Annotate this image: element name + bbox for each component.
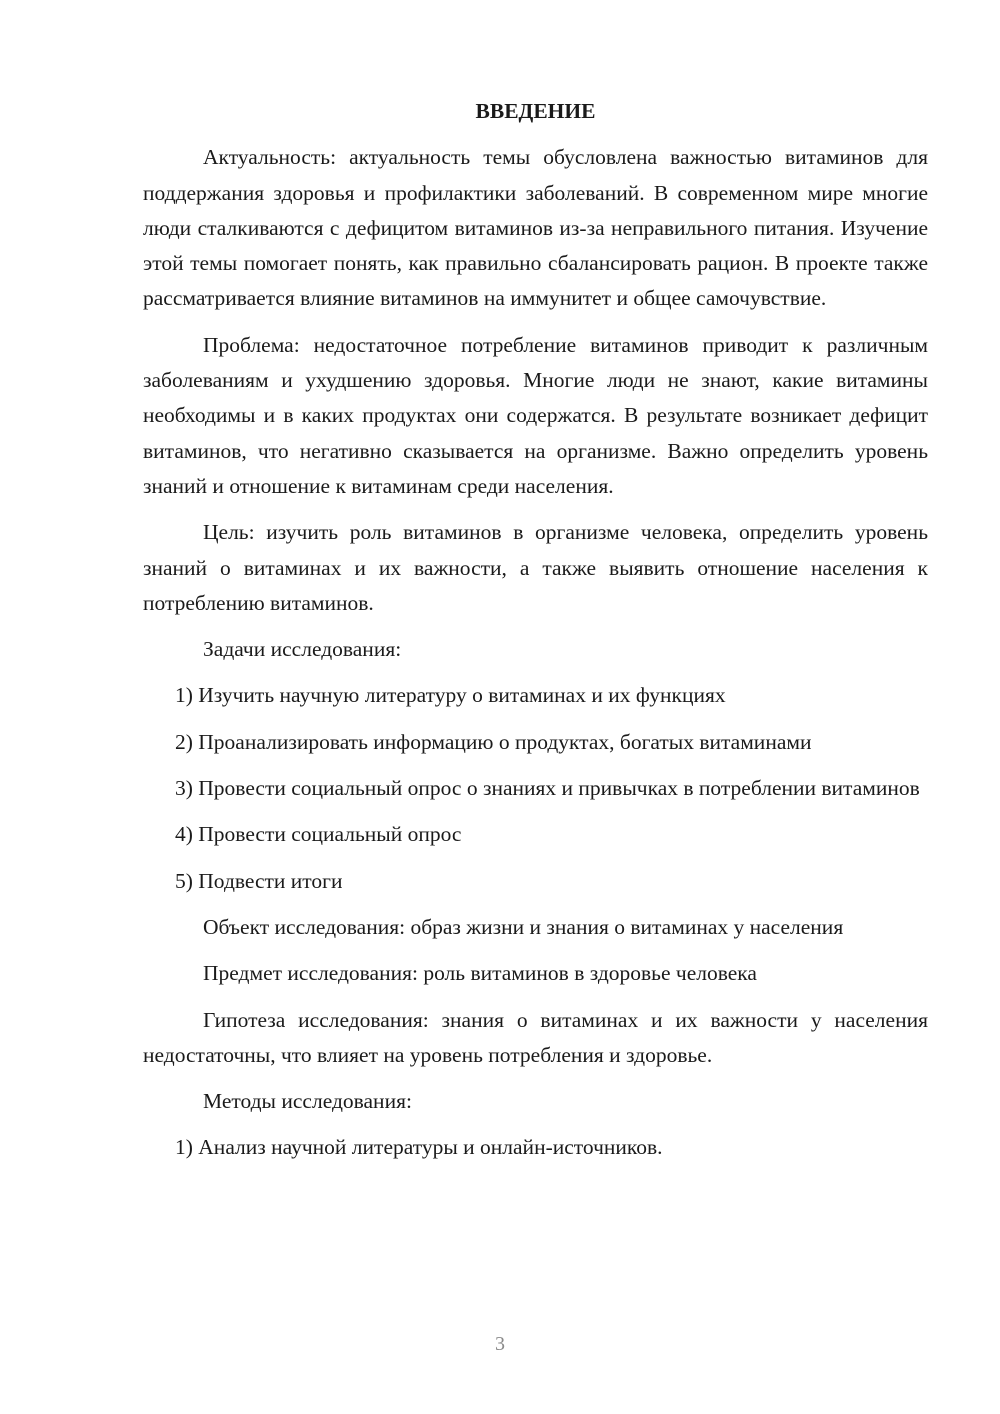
task-item-1: 1) Изучить научную литературу о витаминах и их функциях <box>175 683 726 708</box>
paragraph-problem: Проблема: недостаточное потребление витаминов приводит к различным заболеваниям и ухудшению здоровья. Многие люди не знают, какие витамины необходимы и в каких продуктах они содержатся. В результате возникает дефицит витаминов, что негативно сказывается на организме. Важно определить уровень знаний и отношение к витаминам среди населения. <box>143 332 928 498</box>
paragraph-subject: Предмет исследования: роль витаминов в здоровье человека <box>203 961 757 986</box>
paragraph-methods-heading: Методы исследования: <box>203 1089 412 1114</box>
paragraph-goal: Цель: изучить роль витаминов в организме человека, определить уровень знаний о витаминах и их важности, а также выявить отношение населения к потреблению витаминов. <box>143 520 928 615</box>
page-number: 3 <box>495 1333 505 1355</box>
task-item-2: 2) Проанализировать информацию о продуктах, богатых витаминами <box>175 729 812 754</box>
paragraph-object: Объект исследования: образ жизни и знания о витаминах у населения <box>203 914 844 939</box>
task-item-5: 5) Подвести итоги <box>175 868 343 893</box>
paragraph-tasks-heading: Задачи исследования: <box>203 637 402 662</box>
method-item-1: 1) Анализ научной литературы и онлайн-источников. <box>175 1135 663 1160</box>
task-item-4: 4) Провести социальный опрос <box>175 822 462 847</box>
page-content <box>143 94 928 1177</box>
paragraph-hypothesis: Гипотеза исследования: знания о витаминах и их важности у населения недостаточны, что влияет на уровень потребления и здоровье. <box>143 1007 928 1067</box>
section-title: ВВЕДЕНИЕ <box>475 99 596 123</box>
task-item-3: 3) Провести социальный опрос о знаниях и привычках в потреблении витаминов <box>175 776 920 801</box>
paragraph-relevance: Актуальность: актуальность темы обусловлена важностью витаминов для поддержания здоровья и профилактики заболеваний. В современном мире многие люди сталкиваются с дефицитом витаминов из-за неправильного питания. Изучение этой темы помогает понять, как правильно сбалансировать рацион. В проекте также рассматривается влияние витаминов на иммунитет и общее самочувствие. <box>143 145 928 311</box>
